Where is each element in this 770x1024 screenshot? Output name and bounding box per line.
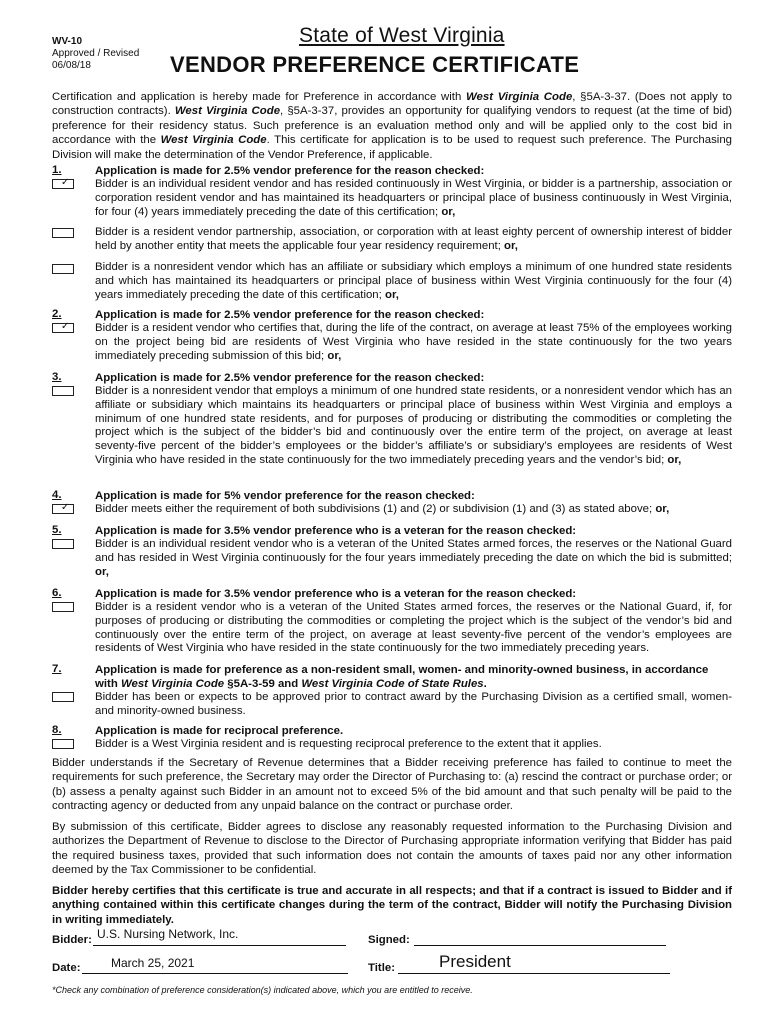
section-number: 1. [52, 164, 62, 176]
bidder-field-line [93, 945, 346, 946]
title-label: Title: [368, 962, 396, 974]
date-label: Date: [52, 962, 81, 974]
section-heading: Application is made for 2.5% vendor preference for the reason checked: [95, 309, 485, 321]
section-heading: Application is made for 3.5% vendor preference who is a veteran for the reason checked: [95, 525, 577, 537]
option-1a-text: Bidder is an individual resident vendor and has resided continuously in West Virginia, or bidder is a partnership, association or corporation resident vendor and has maintained its headquarters or principal place of business continuously in West Virginia, for four (4) years immediately preceding the date of this certification; or, [95, 178, 732, 218]
section-number: 8. [52, 724, 62, 736]
code-reference: West Virginia Code [174, 105, 281, 118]
checkbox-1c[interactable] [52, 264, 74, 274]
footnote: *Check any combination of preference consideration(s) indicated above, which you are entitled to receive. [52, 985, 473, 995]
checkmark-icon: ✓ [61, 177, 70, 188]
bidder-field[interactable]: U.S. Nursing Network, Inc. [97, 927, 239, 941]
checkbox-6[interactable] [52, 602, 74, 612]
section-heading: Application is made for preference as a non-resident small, women- and minority-owned business, in accordance with West Virginia Code §5A-3-59 and West Virginia Code of State Rules. [95, 664, 709, 690]
section-number: 4. [52, 489, 62, 501]
option-1b-text: Bidder is a resident vendor partnership, association, or corporation with at least eighty percent of ownership interest of bidder held by another entity that meets the applicable four year residency requirement; or, [95, 226, 732, 253]
revision-date: 06/08/18 [52, 60, 91, 71]
title-field-line [398, 973, 670, 974]
page-title: VENDOR PREFERENCE CERTIFICATE [170, 52, 580, 77]
checkbox-5[interactable] [52, 539, 74, 549]
option-5-text: Bidder is an individual resident vendor who is a veteran of the United States armed forces, the reserves or the National Guard and has resided in West Virginia continuously for the four years immediately preceding the date on which the bid is submitted; or, [95, 538, 732, 578]
certification-statement: Bidder hereby certifies that this certificate is true and accurate in all respects; and that if a contract is issued to Bidder and if anything contained within this certificate changes during the term of the contract, Bidder will notify the Purchasing Division in writing immediately. [52, 885, 732, 926]
date-field[interactable]: March 25, 2021 [111, 956, 195, 970]
section-number: 6. [52, 587, 62, 599]
section-4 [52, 489, 732, 517]
checkbox-8[interactable] [52, 739, 74, 749]
section-heading: Application is made for 2.5% vendor preference for the reason checked: [95, 372, 485, 384]
section-1 [52, 164, 732, 302]
section-8 [52, 724, 732, 752]
section-heading: Application is made for reciprocal preference. [95, 725, 344, 737]
state-title: State of West Virginia [299, 24, 505, 47]
section-heading: Application is made for 2.5% vendor preference for the reason checked: [95, 165, 485, 177]
option-6-text: Bidder is a resident vendor who is a veteran of the United States armed forces, the reserves or the National Guard, if, for purposes of producing or distributing the commodities or completing the project which is the subject of the vendor’s bid and continuously over the entire term of the project, on average at least seventy-five percent of the vendor’s employees are residents of West Virginia who have resided in the state continuously for the two immediately preceding years. [95, 601, 732, 655]
form-meta [52, 36, 139, 72]
section-number: 7. [52, 663, 62, 675]
form-code: WV-10 [52, 36, 83, 47]
checkbox-4[interactable] [52, 504, 74, 514]
signed-label: Signed: [368, 934, 410, 946]
option-1c-text: Bidder is a nonresident vendor which has an affiliate or subsidiary which employs a minimum of one hundred state residents and which has maintained its headquarters or principal place of business within West Virginia continuously for the four (4) years immediately preceding the date of this certification; or, [95, 260, 732, 301]
option-2-text: Bidder is a resident vendor who certifies that, during the life of the contract, on average at least 75% of the employees working on the project being bid are residents of West Virginia who have resided in the state continuously for the two years immediately preceding submission of this bid; or, [95, 322, 732, 362]
checkbox-3[interactable] [52, 386, 74, 396]
section-heading: Application is made for 3.5% vendor preference who is a veteran for the reason checked: [95, 588, 577, 600]
signature-field[interactable] [414, 945, 666, 946]
title-field[interactable]: President [439, 952, 511, 971]
code-reference: West Virginia Code [160, 134, 267, 147]
penalty-paragraph: Bidder understands if the Secretary of Revenue determines that a Bidder receiving preference has failed to continue to meet the requirements for such preference, the Secretary may order the Director of Purchasing to: (a) rescind the contract or purchase order; or (b) assess a penalty against such Bidder in an amount not to exceed 5% of the bid amount and that such penalty will be paid to the contracting agency or deducted from any unpaid balance on the contract or purchase order. [52, 757, 732, 813]
checkbox-7[interactable] [52, 692, 74, 702]
disclosure-paragraph: By submission of this certificate, Bidder agrees to disclose any reasonably requested information to the Purchasing Division and authorizes the Department of Revenue to disclose to the Director of Purchasing appropriate information verifying that Bidder has paid the required business taxes, provided that such information does not contain the amounts of taxes paid nor any other information deemed by the Tax Commissioner to be confidential. [52, 821, 732, 877]
approved-label: Approved / Revised [52, 48, 140, 59]
checkbox-1b[interactable] [52, 228, 74, 238]
section-5 [52, 524, 732, 579]
option-3-text: Bidder is a nonresident vendor that employs a minimum of one hundred state residents, or a nonresident vendor which has an affiliate or subsidiary which maintains its headquarters or principal place of business within West Virginia and employs a minimum of one hundred state residents, and for purposes of producing or distributing the commodities or completing the project which is the subject of the bidder’s bid and continuously over the entire term of the project, on average at least seventy-five percent of the bidder’s employees or the bidder’s affiliate’s or subsidiary’s employees are residents of West Virginia who have resided in the state continuously for the two immediately preceding years and the vendor’s bid; or, [95, 385, 732, 466]
checkmark-icon: ✓ [61, 321, 70, 332]
checkmark-icon: ✓ [61, 502, 70, 513]
section-2 [52, 308, 732, 363]
section-number: 3. [52, 371, 62, 383]
section-number: 5. [52, 524, 62, 536]
intro-paragraph: Certification and application is hereby made for Preference in accordance with West Virginia Code, §5A-3-37. (Does not apply to construction contracts). West Virginia Code, §5A-3-37, provides an opportunity for qualifying vendors to request (at the time of bid) preference for their residency status. Such preference is an evaluation method only and will be applied only to the cost bid in accordance with the West Virginia Code. This certificate for application is to be used to request such preference. The Purchasing Division will make the determination of the Vendor Preference, if applicable. [52, 91, 732, 161]
section-6 [52, 587, 732, 656]
code-reference: West Virginia Code [466, 91, 573, 103]
checkbox-1a[interactable] [52, 179, 74, 189]
option-8-text: Bidder is a West Virginia resident and is requesting reciprocal preference to the extent that it applies. [95, 738, 602, 750]
bidder-label: Bidder: [52, 934, 92, 946]
section-3 [52, 371, 732, 468]
date-field-line [82, 973, 348, 974]
option-7-text: Bidder has been or expects to be approved prior to contract award by the Purchasing Division as a certified small, women- and minority-owned business. [95, 691, 732, 717]
checkbox-2[interactable] [52, 323, 74, 333]
section-heading: Application is made for 5% vendor preference for the reason checked: [95, 490, 475, 502]
option-4-text: Bidder meets either the requirement of both subdivisions (1) and (2) or subdivision (1) and (3) as stated above; or, [95, 503, 670, 515]
section-number: 2. [52, 308, 62, 320]
section-7 [52, 663, 732, 719]
